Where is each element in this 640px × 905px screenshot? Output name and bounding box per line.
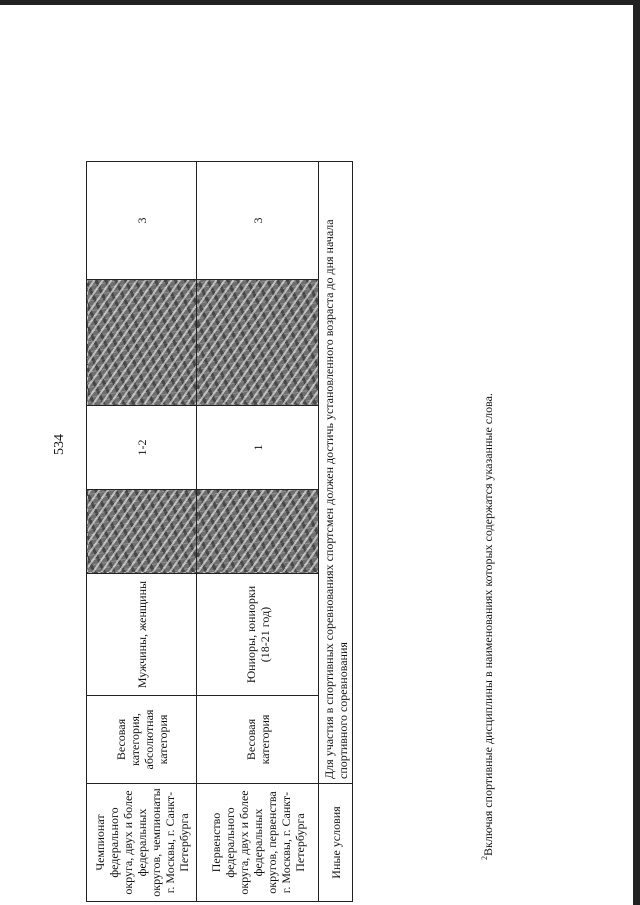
place-cell: 1-2: [87, 406, 197, 490]
scan-border-top: [0, 0, 640, 5]
count-cell: 3: [87, 162, 197, 280]
rotated-table-container: [86, 162, 352, 902]
footnote-text: Включая спортивные дисциплины в наименованиях которых содержатся указанные слова.: [481, 393, 495, 856]
shaded-cell: [197, 490, 319, 574]
competition-cell: Первенство федерального округа, двух и более федеральных округов, первенства г. Москвы, г. Санкт-Петербурга: [197, 784, 319, 902]
requirements-table: [86, 161, 353, 902]
count-cell: 3: [197, 162, 319, 280]
table-row: [319, 162, 353, 902]
competition-cell: Чемпионат федерального округа, двух и более федеральных округов, чемпионаты г. Москвы, г. Санкт-Петербурга: [87, 784, 197, 902]
table-wrapper: [86, 162, 352, 902]
participants-cell: Мужчины, женщины: [87, 574, 197, 696]
other-conditions-label: Иные условия: [319, 784, 353, 902]
page-number: 534: [52, 434, 67, 455]
other-conditions-text: Для участия в спортивных соревнованиях спортсмен должен достичь установленного возраста до дня начала спортивного соревнования: [319, 162, 353, 784]
participants-cell: Юниоры, юниорки (18-21 год): [197, 574, 319, 696]
table-row: [197, 162, 319, 902]
shaded-cell: [197, 280, 319, 406]
footnote: [480, 393, 496, 860]
scan-border-right: [633, 0, 640, 905]
footnote-marker: 2: [480, 856, 489, 860]
shaded-cell: [87, 490, 197, 574]
place-cell: 1: [197, 406, 319, 490]
category-cell: Весовая категория: [197, 696, 319, 784]
shaded-cell: [87, 280, 197, 406]
table-row: [87, 162, 197, 902]
category-cell: Весовая категория, абсолютная категория: [87, 696, 197, 784]
